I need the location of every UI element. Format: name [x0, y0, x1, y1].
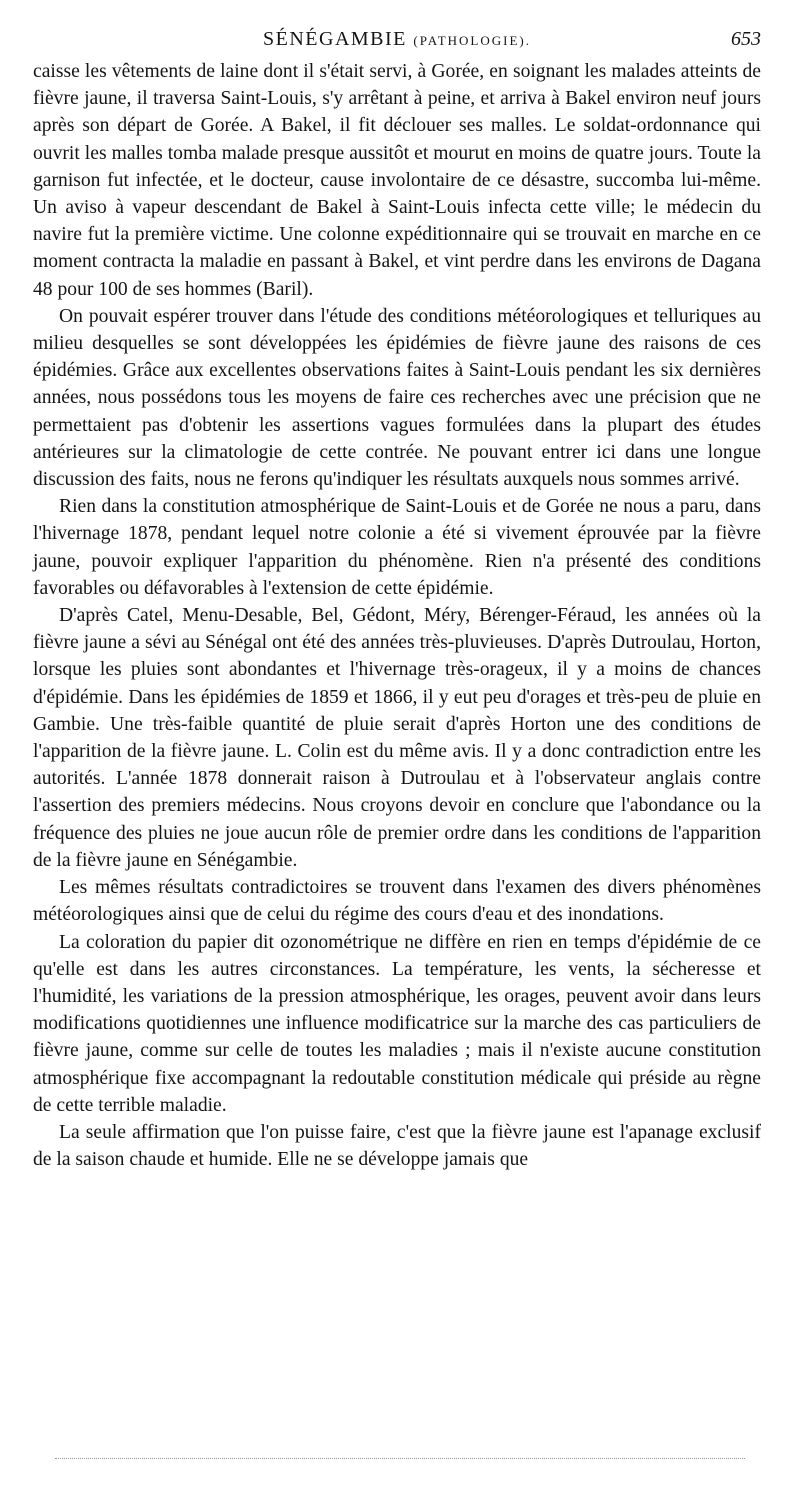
- paragraph: On pouvait espérer trouver dans l'étude des conditions météorologiques et telluriques au milieu desquelles se sont développées les épidémies de fièvre jaune des raisons de ces épidémies. Grâce aux excellentes observations faites à Saint-Louis pendant les six dernières années, nous possédons tous les moyens de faire ces recherches avec une précision que ne permettaient pas d'obtenir les assertions vagues formulées dans la plupart des études antérieures sur la climatologie de cette contrée. Ne pouvant entrer ici dans une longue discussion des faits, nous ne ferons qu'indiquer les résultats auxquels nous sommes arrivé.: [33, 305, 761, 491]
- running-title-subtitle: (PATHOLOGIE).: [413, 33, 531, 48]
- body-text: [33, 58, 761, 1173]
- paragraph: Rien dans la constitution atmosphérique de Saint-Louis et de Gorée ne nous a paru, dans l'hivernage 1878, pendant lequel notre colonie a été si vivement éprouvée par la fièvre jaune, pouvoir expliquer l'apparition du phénomène. Rien n'a présenté des conditions favorables ou défavorables à l'extension de cette épidémie.: [33, 496, 761, 599]
- paragraph: La seule affirmation que l'on puisse faire, c'est que la fièvre jaune est l'apanage exclusif de la saison chaude et humide. Elle ne se développe jamais que: [33, 1121, 761, 1171]
- footer-dotted-rule: [55, 1458, 745, 1459]
- running-title: [33, 28, 761, 51]
- paragraph: La coloration du papier dit ozonométrique ne diffère en rien en temps d'épidémie de ce qu'elle est dans les autres circonstances. La température, les vents, la sécheresse et l'humidité, les variations de la pression atmosphérique, les orages, peuvent avoir dans leurs modifications quotidiennes une influence modificatrice sur la marche des cas particuliers de fièvre jaune, comme sur celle de toutes les maladies ; mais il n'existe aucune constitution atmosphérique fixe accompagnant la redoutable constitution médicale qui préside au règne de cette terrible maladie.: [33, 931, 761, 1116]
- page: [33, 28, 761, 1173]
- paragraph: Les mêmes résultats contradictoires se trouvent dans l'examen des divers phénomènes météorologiques ainsi que de celui du régime des cours d'eau et des inondations.: [33, 877, 761, 926]
- paragraph: D'après Catel, Menu-Desable, Bel, Gédont, Méry, Bérenger-Féraud, les années où la fièvre jaune a sévi au Sénégal ont été des années très-pluvieuses. D'après Dutroulau, Horton, lorsque les pluies sont abondantes et l'hivernage très-orageux, il y a moins de chances d'épidémie. Dans les épidémies de 1859 et 1866, il y eut peu d'orages et très-peu de pluie en Gambie. Une très-faible quantité de pluie serait d'après Horton une des conditions de l'apparition de la fièvre jaune. L. Colin est du même avis. Il y a donc contradiction entre les autorités. L'année 1878 donnerait raison à Dutroulau et à l'observateur anglais contre l'assertion des premiers médecins. Nous croyons devoir en conclure que l'abondance ou la fréquence des pluies ne joue aucun rôle de premier ordre dans les conditions de l'apparition de la fièvre jaune en Sénégambie.: [33, 605, 761, 871]
- page-number: 653: [731, 28, 761, 50]
- paragraph-continued: caisse les vêtements de laine dont il s'était servi, à Gorée, en soignant les malades atteints de fièvre jaune, il traversa Saint-Louis, s'y arrêtant à peine, et arriva à Bakel environ neuf jours après son départ de Gorée. A Bakel, il fit déclouer ses malles. Le soldat-ordonnance qui ouvrit les malles tomba malade presque aussitôt et mourut en moins de quatre jours. Toute la garnison fut infectée, et le docteur, cause involontaire de ce désastre, succomba lui-même. Un aviso à vapeur descendant de Bakel à Saint-Louis infecta cette ville; le médecin du navire fut la première victime. Une colonne expéditionnaire qui se trouvait en marche en ce moment contracta la maladie en passant à Bakel, et vint perdre dans les environs de Dagana 48 pour 100 de ses hommes (Baril).: [33, 61, 761, 300]
- running-head: [33, 28, 761, 58]
- running-title-main: SÉNÉGAMBIE: [263, 28, 414, 50]
